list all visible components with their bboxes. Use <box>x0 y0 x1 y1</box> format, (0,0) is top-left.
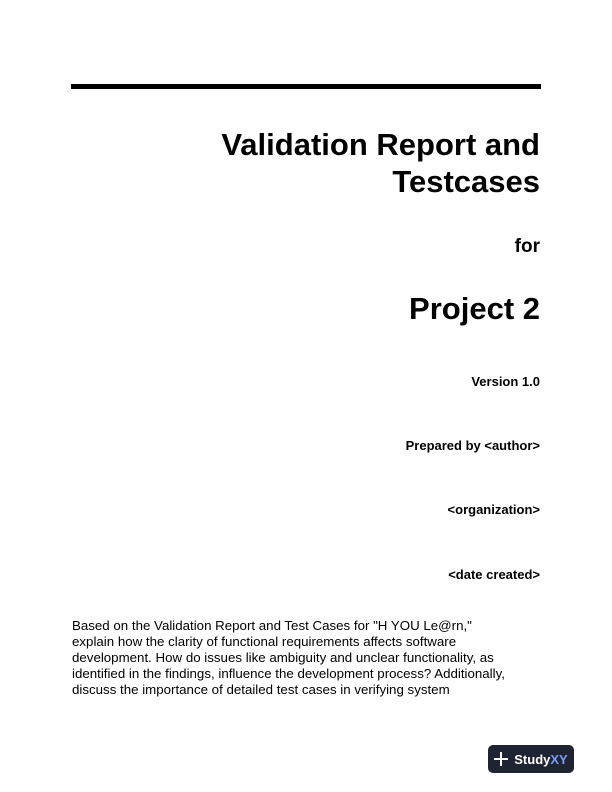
brand-logo <box>514 752 567 767</box>
document-title-line-1: Validation Report and <box>221 127 540 162</box>
organization: <organization> <box>447 502 540 517</box>
question-text <box>72 618 542 698</box>
version-label: Version 1.0 <box>471 374 540 389</box>
studyxy-badge[interactable] <box>488 745 574 773</box>
question-line: identified in the findings, influence the development process? Additionally, <box>72 666 505 681</box>
project-name: Project 2 <box>409 291 540 326</box>
brand-name: Study <box>514 751 551 767</box>
brand-accent: XY <box>550 751 568 767</box>
question-line: Based on the Validation Report and Test Cases for "H YOU Le@rn," <box>72 618 472 633</box>
for-label: for <box>514 236 540 257</box>
title-rule <box>71 84 541 89</box>
question-line: discuss the importance of detailed test cases in verifying system <box>72 682 450 697</box>
question-line: development. How do issues like ambiguity and unclear functionality, as <box>72 650 494 665</box>
document-title <box>221 126 540 200</box>
plus-icon <box>494 752 508 766</box>
date-created: <date created> <box>448 567 540 582</box>
question-line: explain how the clarity of functional requirements affects software <box>72 634 457 649</box>
document-title-line-2: Testcases <box>392 164 540 199</box>
prepared-by: Prepared by <author> <box>405 438 540 453</box>
